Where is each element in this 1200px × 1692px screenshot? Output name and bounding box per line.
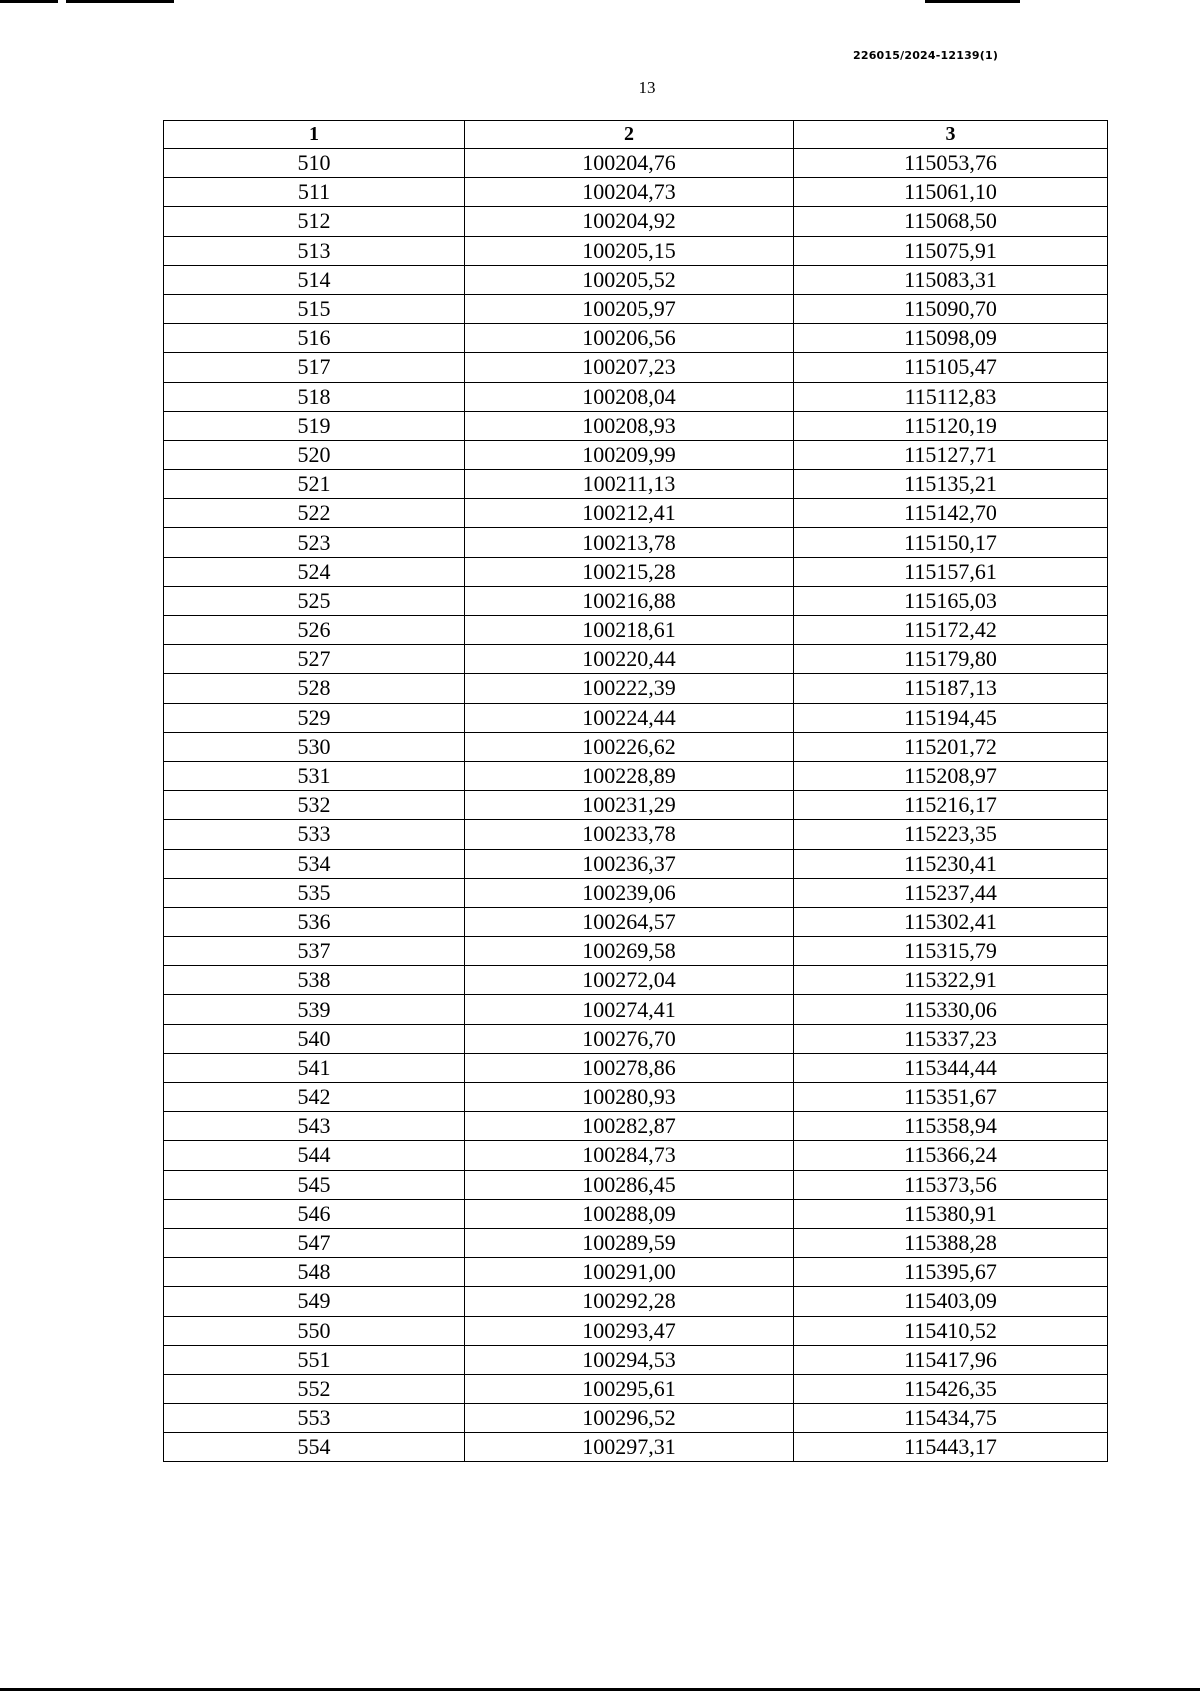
table-body xyxy=(164,149,1108,1462)
point-number-cell: 537 xyxy=(164,937,465,966)
x-coordinate-cell: 100208,04 xyxy=(465,382,794,411)
column-header-2: 2 xyxy=(465,121,794,149)
x-coordinate-cell: 100222,39 xyxy=(465,674,794,703)
x-coordinate-cell: 100205,97 xyxy=(465,294,794,323)
x-coordinate-cell: 100276,70 xyxy=(465,1024,794,1053)
point-number-cell: 521 xyxy=(164,470,465,499)
y-coordinate-cell: 115053,76 xyxy=(794,149,1108,178)
point-number-cell: 527 xyxy=(164,645,465,674)
table-row xyxy=(164,761,1108,790)
scan-edge-mark-right xyxy=(925,0,1020,3)
table-row xyxy=(164,499,1108,528)
point-number-cell: 532 xyxy=(164,791,465,820)
y-coordinate-cell: 115410,52 xyxy=(794,1316,1108,1345)
point-number-cell: 525 xyxy=(164,586,465,615)
table-row xyxy=(164,528,1108,557)
y-coordinate-cell: 115302,41 xyxy=(794,907,1108,936)
point-number-cell: 550 xyxy=(164,1316,465,1345)
table-row xyxy=(164,1404,1108,1433)
x-coordinate-cell: 100264,57 xyxy=(465,907,794,936)
y-coordinate-cell: 115127,71 xyxy=(794,440,1108,469)
scan-edge-mark-left xyxy=(0,0,58,3)
x-coordinate-cell: 100288,09 xyxy=(465,1199,794,1228)
y-coordinate-cell: 115179,80 xyxy=(794,645,1108,674)
x-coordinate-cell: 100208,93 xyxy=(465,411,794,440)
y-coordinate-cell: 115142,70 xyxy=(794,499,1108,528)
table-row xyxy=(164,674,1108,703)
point-number-cell: 549 xyxy=(164,1287,465,1316)
column-header-3: 3 xyxy=(794,121,1108,149)
y-coordinate-cell: 115330,06 xyxy=(794,995,1108,1024)
point-number-cell: 533 xyxy=(164,820,465,849)
point-number-cell: 524 xyxy=(164,557,465,586)
table-row xyxy=(164,353,1108,382)
y-coordinate-cell: 115366,24 xyxy=(794,1141,1108,1170)
x-coordinate-cell: 100204,73 xyxy=(465,178,794,207)
x-coordinate-cell: 100236,37 xyxy=(465,849,794,878)
y-coordinate-cell: 115061,10 xyxy=(794,178,1108,207)
x-coordinate-cell: 100226,62 xyxy=(465,732,794,761)
table-row xyxy=(164,411,1108,440)
point-number-cell: 519 xyxy=(164,411,465,440)
x-coordinate-cell: 100228,89 xyxy=(465,761,794,790)
y-coordinate-cell: 115216,17 xyxy=(794,791,1108,820)
y-coordinate-cell: 115112,83 xyxy=(794,382,1108,411)
point-number-cell: 545 xyxy=(164,1170,465,1199)
y-coordinate-cell: 115150,17 xyxy=(794,528,1108,557)
point-number-cell: 510 xyxy=(164,149,465,178)
point-number-cell: 546 xyxy=(164,1199,465,1228)
y-coordinate-cell: 115105,47 xyxy=(794,353,1108,382)
table-row xyxy=(164,849,1108,878)
table-row xyxy=(164,1083,1108,1112)
y-coordinate-cell: 115098,09 xyxy=(794,324,1108,353)
y-coordinate-cell: 115194,45 xyxy=(794,703,1108,732)
point-number-cell: 531 xyxy=(164,761,465,790)
y-coordinate-cell: 115157,61 xyxy=(794,557,1108,586)
x-coordinate-cell: 100286,45 xyxy=(465,1170,794,1199)
y-coordinate-cell: 115223,35 xyxy=(794,820,1108,849)
y-coordinate-cell: 115426,35 xyxy=(794,1374,1108,1403)
y-coordinate-cell: 115344,44 xyxy=(794,1053,1108,1082)
y-coordinate-cell: 115337,23 xyxy=(794,1024,1108,1053)
y-coordinate-cell: 115434,75 xyxy=(794,1404,1108,1433)
table-row xyxy=(164,265,1108,294)
point-number-cell: 542 xyxy=(164,1083,465,1112)
y-coordinate-cell: 115443,17 xyxy=(794,1433,1108,1462)
x-coordinate-cell: 100205,52 xyxy=(465,265,794,294)
point-number-cell: 534 xyxy=(164,849,465,878)
point-number-cell: 511 xyxy=(164,178,465,207)
table-row xyxy=(164,878,1108,907)
x-coordinate-cell: 100297,31 xyxy=(465,1433,794,1462)
x-coordinate-cell: 100296,52 xyxy=(465,1404,794,1433)
point-number-cell: 526 xyxy=(164,616,465,645)
table-row xyxy=(164,1170,1108,1199)
point-number-cell: 515 xyxy=(164,294,465,323)
x-coordinate-cell: 100204,76 xyxy=(465,149,794,178)
y-coordinate-cell: 115322,91 xyxy=(794,966,1108,995)
point-number-cell: 523 xyxy=(164,528,465,557)
point-number-cell: 551 xyxy=(164,1345,465,1374)
point-number-cell: 518 xyxy=(164,382,465,411)
y-coordinate-cell: 115165,03 xyxy=(794,586,1108,615)
table-row xyxy=(164,645,1108,674)
table-row xyxy=(164,732,1108,761)
scan-edge-mark-left-2 xyxy=(66,0,174,3)
x-coordinate-cell: 100278,86 xyxy=(465,1053,794,1082)
x-coordinate-cell: 100284,73 xyxy=(465,1141,794,1170)
y-coordinate-cell: 115090,70 xyxy=(794,294,1108,323)
point-number-cell: 512 xyxy=(164,207,465,236)
point-number-cell: 538 xyxy=(164,966,465,995)
table-header-row xyxy=(164,121,1108,149)
table-row xyxy=(164,1316,1108,1345)
x-coordinate-cell: 100289,59 xyxy=(465,1228,794,1257)
table-row xyxy=(164,294,1108,323)
table-row xyxy=(164,1433,1108,1462)
y-coordinate-cell: 115187,13 xyxy=(794,674,1108,703)
table-row xyxy=(164,995,1108,1024)
point-number-cell: 552 xyxy=(164,1374,465,1403)
y-coordinate-cell: 115395,67 xyxy=(794,1258,1108,1287)
y-coordinate-cell: 115380,91 xyxy=(794,1199,1108,1228)
x-coordinate-cell: 100207,23 xyxy=(465,353,794,382)
x-coordinate-cell: 100272,04 xyxy=(465,966,794,995)
x-coordinate-cell: 100220,44 xyxy=(465,645,794,674)
x-coordinate-cell: 100209,99 xyxy=(465,440,794,469)
point-number-cell: 553 xyxy=(164,1404,465,1433)
table-row xyxy=(164,907,1108,936)
x-coordinate-cell: 100292,28 xyxy=(465,1287,794,1316)
y-coordinate-cell: 115403,09 xyxy=(794,1287,1108,1316)
point-number-cell: 529 xyxy=(164,703,465,732)
y-coordinate-cell: 115083,31 xyxy=(794,265,1108,294)
point-number-cell: 530 xyxy=(164,732,465,761)
y-coordinate-cell: 115201,72 xyxy=(794,732,1108,761)
scan-bottom-edge xyxy=(0,1688,1200,1691)
y-coordinate-cell: 115120,19 xyxy=(794,411,1108,440)
table-row xyxy=(164,791,1108,820)
point-number-cell: 522 xyxy=(164,499,465,528)
column-header-1: 1 xyxy=(164,121,465,149)
x-coordinate-cell: 100204,92 xyxy=(465,207,794,236)
x-coordinate-cell: 100211,13 xyxy=(465,470,794,499)
table-row xyxy=(164,557,1108,586)
x-coordinate-cell: 100291,00 xyxy=(465,1258,794,1287)
table-row xyxy=(164,324,1108,353)
x-coordinate-cell: 100205,15 xyxy=(465,236,794,265)
table-row xyxy=(164,1053,1108,1082)
table-row xyxy=(164,966,1108,995)
y-coordinate-cell: 115208,97 xyxy=(794,761,1108,790)
y-coordinate-cell: 115230,41 xyxy=(794,849,1108,878)
point-number-cell: 520 xyxy=(164,440,465,469)
table-row xyxy=(164,382,1108,411)
point-number-cell: 514 xyxy=(164,265,465,294)
x-coordinate-cell: 100224,44 xyxy=(465,703,794,732)
y-coordinate-cell: 115388,28 xyxy=(794,1228,1108,1257)
y-coordinate-cell: 115358,94 xyxy=(794,1112,1108,1141)
table-row xyxy=(164,1024,1108,1053)
table-row xyxy=(164,1199,1108,1228)
y-coordinate-cell: 115373,56 xyxy=(794,1170,1108,1199)
y-coordinate-cell: 115417,96 xyxy=(794,1345,1108,1374)
table-row xyxy=(164,1141,1108,1170)
x-coordinate-cell: 100231,29 xyxy=(465,791,794,820)
point-number-cell: 536 xyxy=(164,907,465,936)
x-coordinate-cell: 100218,61 xyxy=(465,616,794,645)
x-coordinate-cell: 100215,28 xyxy=(465,557,794,586)
coordinates-table xyxy=(163,120,1108,1462)
point-number-cell: 528 xyxy=(164,674,465,703)
point-number-cell: 539 xyxy=(164,995,465,1024)
point-number-cell: 554 xyxy=(164,1433,465,1462)
x-coordinate-cell: 100216,88 xyxy=(465,586,794,615)
table-row xyxy=(164,616,1108,645)
table-row xyxy=(164,1287,1108,1316)
x-coordinate-cell: 100212,41 xyxy=(465,499,794,528)
y-coordinate-cell: 115172,42 xyxy=(794,616,1108,645)
table-row xyxy=(164,1345,1108,1374)
table-row xyxy=(164,1228,1108,1257)
page-number: 13 xyxy=(638,78,656,97)
x-coordinate-cell: 100206,56 xyxy=(465,324,794,353)
point-number-cell: 548 xyxy=(164,1258,465,1287)
table-row xyxy=(164,178,1108,207)
x-coordinate-cell: 100280,93 xyxy=(465,1083,794,1112)
y-coordinate-cell: 115351,67 xyxy=(794,1083,1108,1112)
x-coordinate-cell: 100274,41 xyxy=(465,995,794,1024)
point-number-cell: 540 xyxy=(164,1024,465,1053)
table-row xyxy=(164,1112,1108,1141)
table-row xyxy=(164,703,1108,732)
table-row xyxy=(164,1258,1108,1287)
x-coordinate-cell: 100295,61 xyxy=(465,1374,794,1403)
y-coordinate-cell: 115237,44 xyxy=(794,878,1108,907)
point-number-cell: 541 xyxy=(164,1053,465,1082)
table-row xyxy=(164,207,1108,236)
x-coordinate-cell: 100282,87 xyxy=(465,1112,794,1141)
table-row xyxy=(164,440,1108,469)
point-number-cell: 513 xyxy=(164,236,465,265)
point-number-cell: 516 xyxy=(164,324,465,353)
table-row xyxy=(164,937,1108,966)
y-coordinate-cell: 115135,21 xyxy=(794,470,1108,499)
x-coordinate-cell: 100233,78 xyxy=(465,820,794,849)
x-coordinate-cell: 100293,47 xyxy=(465,1316,794,1345)
point-number-cell: 517 xyxy=(164,353,465,382)
table-row xyxy=(164,1374,1108,1403)
point-number-cell: 535 xyxy=(164,878,465,907)
table-row xyxy=(164,820,1108,849)
point-number-cell: 547 xyxy=(164,1228,465,1257)
point-number-cell: 543 xyxy=(164,1112,465,1141)
y-coordinate-cell: 115075,91 xyxy=(794,236,1108,265)
document-number: 226015/2024-12139(1) xyxy=(853,49,999,62)
x-coordinate-cell: 100294,53 xyxy=(465,1345,794,1374)
table-row xyxy=(164,586,1108,615)
x-coordinate-cell: 100269,58 xyxy=(465,937,794,966)
table-row xyxy=(164,470,1108,499)
y-coordinate-cell: 115315,79 xyxy=(794,937,1108,966)
point-number-cell: 544 xyxy=(164,1141,465,1170)
table-row xyxy=(164,149,1108,178)
table-row xyxy=(164,236,1108,265)
x-coordinate-cell: 100239,06 xyxy=(465,878,794,907)
y-coordinate-cell: 115068,50 xyxy=(794,207,1108,236)
x-coordinate-cell: 100213,78 xyxy=(465,528,794,557)
